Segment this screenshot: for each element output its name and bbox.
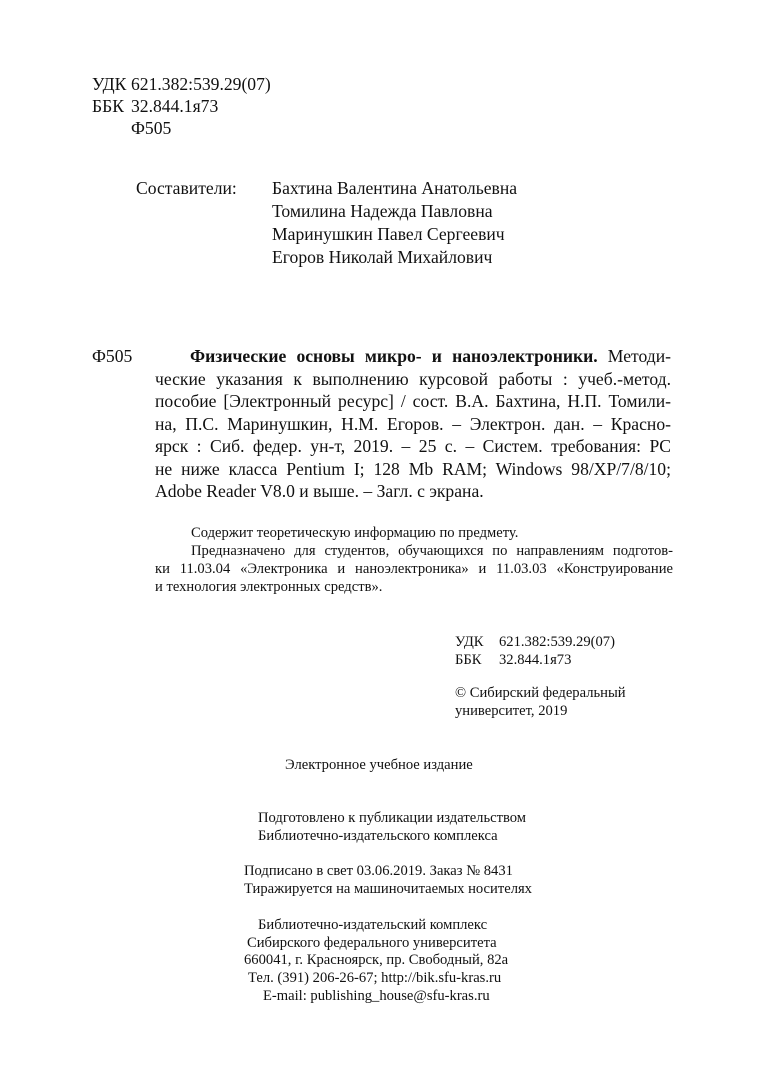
- summary-line: Содержит теоретическую информацию по предмету.: [191, 525, 519, 541]
- summary-line: и технология электронных средств».: [155, 579, 383, 595]
- udk-value: 621.382:539.29(07): [499, 634, 615, 650]
- annotation-line: ярск : Сиб. федер. ун-т, 2019. – 25 с. – Систем. требования: PC: [155, 436, 671, 456]
- classification-block: [455, 633, 615, 669]
- bbk-value: 32.844.1я73: [131, 96, 219, 116]
- compilers-list: [272, 177, 517, 269]
- publisher-email: E-mail: publishing_house@sfu-kras.ru: [263, 988, 490, 1004]
- compiler-name: Маринушкин Павел Сергеевич: [272, 224, 505, 244]
- summary-line: ки 11.03.04 «Электроника и наноэлектроника» и 11.03.03 «Конструирование: [155, 561, 673, 577]
- top-classification: [92, 73, 271, 139]
- udk-value: 621.382:539.29(07): [131, 74, 271, 94]
- publisher-contact: Тел. (391) 206-26-67; http://bik.sfu-kras.ru: [248, 970, 502, 986]
- publisher-address: 660041, г. Красноярск, пр. Свободный, 82а: [244, 952, 509, 968]
- annotation-line: пособие [Электронный ресурс] / сост. В.А. Бахтина, Н.П. Томили-: [155, 391, 671, 411]
- edition-type: Электронное учебное издание: [285, 757, 473, 773]
- book-title: Физические основы микро- и наноэлектроники.: [190, 346, 598, 366]
- udk-label: УДК: [92, 74, 127, 94]
- bibliographic-annotation: [155, 345, 671, 503]
- bbk-label: ББК: [92, 96, 124, 116]
- udk-row: [455, 633, 615, 651]
- compilers-label: Составители:: [136, 178, 237, 198]
- annotation-code: Ф505: [92, 346, 133, 366]
- prepared-line: Библиотечно-издательского комплекса: [258, 828, 498, 844]
- copyright-notice: [455, 684, 626, 720]
- annotation-line: Физические основы микро- и наноэлектроники. Методи-: [190, 346, 672, 366]
- compiler-name: Томилина Надежда Павловна: [272, 201, 493, 221]
- signed-line: Подписано в свет 03.06.2019. Заказ № 8431: [244, 863, 513, 879]
- udk-row: [92, 73, 271, 95]
- annotation-line: Adobe Reader V8.0 и выше. – Загл. с экрана.: [155, 481, 484, 501]
- author-mark: Ф505: [131, 118, 172, 138]
- annotation-line: не ниже класса Pentium I; 128 Mb RAM; Windows 98/XP/7/8/10;: [155, 458, 671, 479]
- compiler-name: Бахтина Валентина Анатольевна: [272, 178, 518, 198]
- publisher-line: Библиотечно-издательский комплекс: [258, 917, 488, 933]
- publisher-line: Сибирского федерального университета: [247, 935, 497, 951]
- bbk-row: [455, 651, 615, 669]
- summary: [155, 524, 673, 596]
- signed-line: Тиражируется на машиночитаемых носителях: [244, 881, 532, 897]
- prepared-line: Подготовлено к публикации издательством: [258, 810, 527, 826]
- udk-label: УДК: [455, 634, 484, 650]
- bbk-label: ББК: [455, 652, 482, 668]
- bbk-value: 32.844.1я73: [499, 652, 572, 668]
- summary-line: Предназначено для студентов, обучающихся по направлениям подготов-: [191, 543, 673, 559]
- copyright-line: университет, 2019: [455, 703, 568, 719]
- bbk-row: [92, 95, 271, 117]
- annotation-line: на, П.С. Маринушкин, Н.М. Егоров. – Электрон. дан. – Красно-: [155, 413, 671, 434]
- annotation-line: ческие указания к выполнению курсовой работы : учеб.-метод.: [155, 368, 671, 389]
- compiler-name: Егоров Николай Михайлович: [272, 247, 493, 267]
- copyright-line: © Сибирский федеральный: [455, 685, 626, 701]
